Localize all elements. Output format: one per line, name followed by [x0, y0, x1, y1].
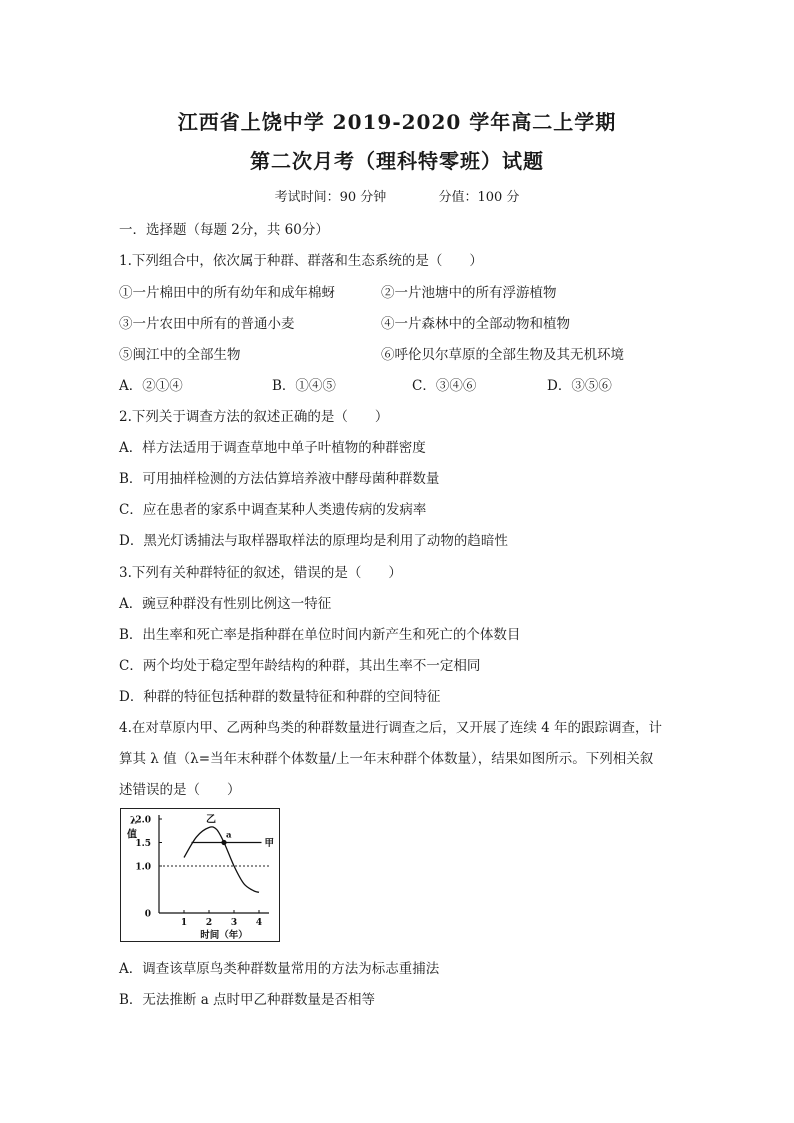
y-tick-label: 1.5 — [135, 839, 151, 849]
section-heading: 一．选择题（每题 2分，共 60分） — [119, 222, 329, 238]
chart-svg — [121, 809, 279, 941]
answer-option: B．无法推断 a 点时甲乙种群数量是否相等 — [119, 992, 376, 1008]
answer-option: B．①④⑤ — [272, 378, 336, 394]
question-stem: 述错误的是（ ） — [119, 782, 241, 798]
question-item: ④一片森林中的全部动物和植物 — [381, 316, 570, 332]
exam-time: 考试时间：90 分钟 — [274, 190, 387, 205]
answer-option: B．可用抽样检测的方法估算培养液中酵母菌种群数量 — [119, 471, 440, 487]
answer-option: D．种群的特征包括种群的数量特征和种群的空间特征 — [119, 689, 441, 705]
x-tick-label: 1 — [180, 918, 188, 928]
answer-option: A．调查该草原鸟类种群数量常用的方法为标志重捕法 — [119, 961, 440, 977]
question-item: ⑤闽江中的全部生物 — [119, 347, 241, 363]
answer-option: A．样方法适用于调查草地中单子叶植物的种群密度 — [119, 440, 426, 456]
exam-meta — [0, 186, 794, 205]
answer-option: D．③⑤⑥ — [547, 378, 612, 394]
point-label: a — [226, 830, 232, 841]
question-stem: 1.下列组合中，依次属于种群、群落和生态系统的是（ ） — [119, 253, 483, 269]
lambda-chart — [120, 808, 280, 942]
answer-option: A．豌豆种群没有性别比例这一特征 — [119, 596, 332, 612]
y-axis-label-part: λ — [130, 815, 138, 827]
x-axis-label: 时间（年） — [200, 930, 248, 941]
exam-score: 分值：100 分 — [438, 190, 520, 205]
intersection-point — [221, 840, 226, 845]
question-stem: 算其 λ 值（λ=当年末种群个体数量/上一年末种群个体数量），结果如图所示。下列相关叙 — [119, 751, 654, 767]
question-stem: 4.在对草原内甲、乙两种鸟类的种群数量进行调查之后，又开展了连续 4 年的跟踪调查，计 — [119, 720, 663, 736]
question-item: ⑥呼伦贝尔草原的全部生物及其无机环境 — [381, 347, 624, 363]
question-stem: 3.下列有关种群特征的叙述，错误的是（ ） — [119, 565, 402, 581]
question-item: ①一片棉田中的所有幼年和成年棉蚜 — [119, 285, 335, 301]
answer-option: A．②①④ — [119, 378, 183, 394]
answer-option: C．应在患者的家系中调查某种人类遗传病的发病率 — [119, 502, 427, 518]
series-label: 甲 — [264, 838, 275, 849]
question-stem: 2.下列关于调查方法的叙述正确的是（ ） — [119, 409, 389, 425]
x-tick-label: 4 — [255, 918, 263, 928]
y-tick-label: 2.0 — [135, 815, 151, 826]
y-tick-label: 0 — [144, 909, 151, 920]
y-tick-label: 1.0 — [135, 862, 151, 873]
answer-option: C．③④⑥ — [412, 378, 477, 394]
question-item: ③一片农田中所有的普通小麦 — [119, 316, 295, 332]
answer-option: C．两个均处于稳定型年龄结构的种群，其出生率不一定相同 — [119, 658, 481, 674]
series-label: 乙 — [206, 814, 216, 826]
answer-option: B．出生率和死亡率是指种群在单位时间内新产生和死亡的个体数目 — [119, 627, 521, 643]
question-item: ②一片池塘中的所有浮游植物 — [381, 285, 557, 301]
y-axis-label-part: 值 — [127, 829, 137, 841]
x-tick-label: 2 — [205, 918, 213, 928]
exam-subtitle: 第二次月考（理科特零班）试题 — [250, 149, 544, 173]
answer-option: D．黑光灯诱捕法与取样器取样法的原理均是利用了动物的趋暗性 — [119, 533, 508, 549]
exam-title: 江西省上饶中学 2019-2020 学年高二上学期 — [177, 110, 617, 134]
x-tick-label: 3 — [230, 918, 238, 928]
series-line-1 — [184, 827, 259, 892]
